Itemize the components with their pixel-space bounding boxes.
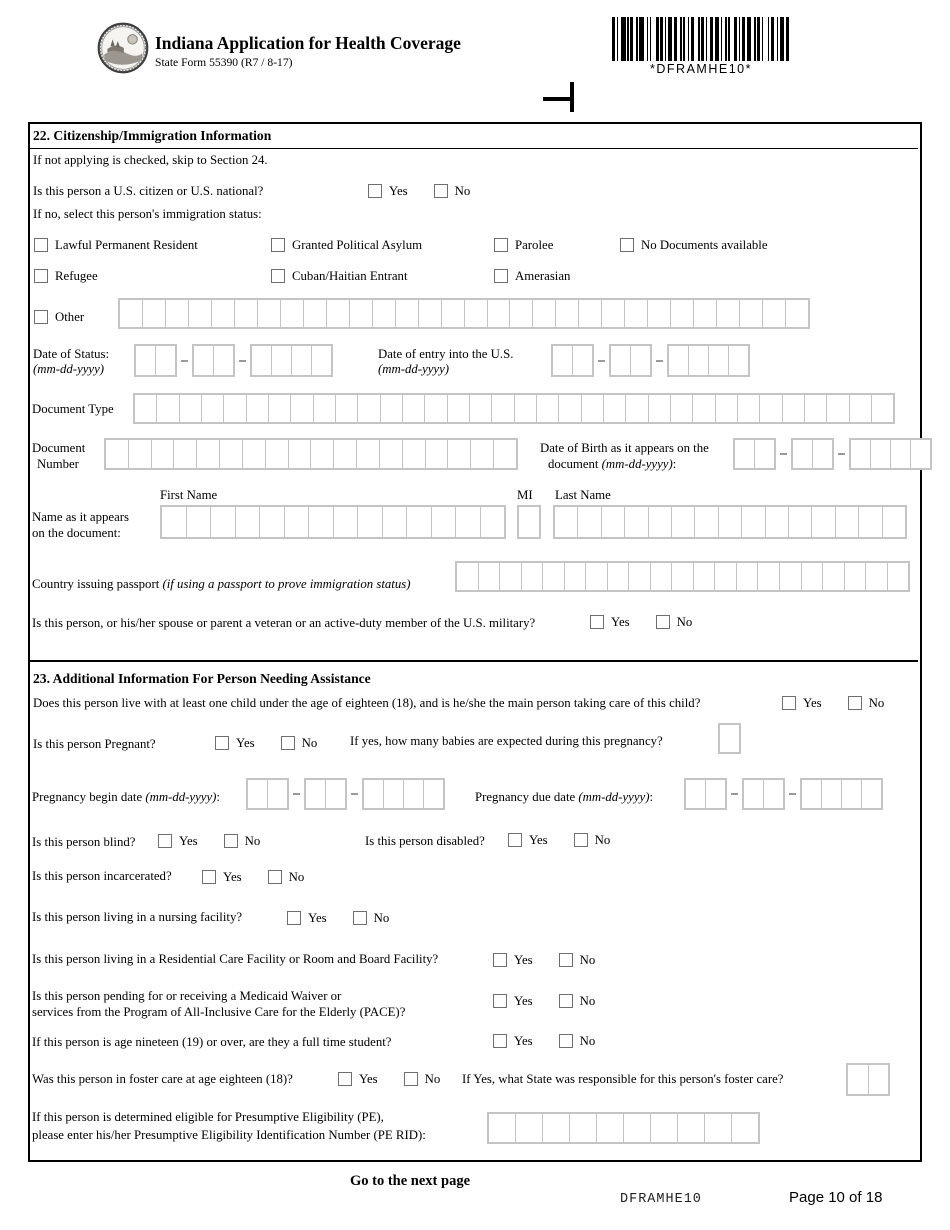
citizen-question: Is this person a U.S. citizen or U.S. national? — [33, 184, 264, 198]
refugee-checkbox[interactable] — [34, 269, 48, 283]
registration-mark-top — [543, 97, 572, 101]
child-no-checkbox[interactable] — [848, 696, 862, 710]
nursing-no-checkbox[interactable] — [353, 911, 367, 925]
option-label: Other — [55, 310, 85, 324]
pe-rid-input[interactable] — [487, 1112, 760, 1144]
no-label: No — [579, 953, 596, 967]
pregnant-question: Is this person Pregnant? — [33, 737, 156, 751]
yes-label: Yes — [514, 953, 533, 967]
page-title: Indiana Application for Health Coverage — [155, 33, 461, 53]
foster-state-question: If Yes, what State was responsible for this person's foster care? — [462, 1072, 784, 1086]
pace-question: services from the Program of All-Inclusive Care for the Elderly (PACE)? — [32, 1005, 406, 1019]
pe-question: please enter his/her Presumptive Eligibility Identification Number (PE RID): — [32, 1128, 426, 1142]
yes-label: Yes — [514, 994, 533, 1008]
option-label: Parolee — [515, 238, 554, 252]
option-label: Granted Political Asylum — [292, 238, 423, 252]
pregnant-yes-checkbox[interactable] — [215, 736, 229, 750]
passport-country-input[interactable] — [455, 561, 910, 592]
form-number: State Form 55390 (R7 / 8-17) — [155, 56, 293, 69]
yes-label: Yes — [611, 615, 630, 629]
pregnancy-begin-date-input[interactable] — [246, 778, 445, 810]
yes-label: Yes — [803, 696, 822, 710]
date-of-status-input[interactable] — [134, 344, 333, 377]
option-label: Cuban/Haitian Entrant — [292, 269, 408, 283]
first-name-label: First Name — [160, 488, 218, 502]
indiana-state-seal-logo — [97, 22, 149, 74]
status-prompt: If no, select this person's immigration status: — [33, 207, 262, 221]
barcode-text: *DFRAMHE10* — [650, 62, 752, 76]
yes-label: Yes — [223, 870, 242, 884]
disabled-question: Is this person disabled? — [365, 834, 485, 848]
no-label: No — [868, 696, 885, 710]
citizen-yn — [368, 184, 470, 199]
pregnancy-due-date-input[interactable] — [684, 778, 883, 810]
military-question: Is this person, or his/her spouse or parent a veteran or an active-duty member of the U.S. military? — [32, 616, 536, 630]
no-label: No — [373, 911, 390, 925]
disabled-yn — [508, 833, 610, 848]
disabled-yes-checkbox[interactable] — [508, 833, 522, 847]
student-no-checkbox[interactable] — [559, 1034, 573, 1048]
child-yes-checkbox[interactable] — [782, 696, 796, 710]
no-label: No — [424, 1072, 441, 1086]
nursing-yes-checkbox[interactable] — [287, 911, 301, 925]
date-of-status-label: Date of Status: — [33, 347, 110, 361]
child-yn — [782, 696, 884, 711]
pace-question: Is this person pending for or receiving a Medicaid Waiver or — [32, 989, 342, 1003]
yes-label: Yes — [389, 184, 408, 198]
child-question: Does this person live with at least one child under the age of eighteen (18), and is he/she the main person taking care of this child? — [33, 696, 701, 710]
yes-label: Yes — [514, 1034, 533, 1048]
dob-input[interactable] — [733, 438, 932, 470]
document-number-label: Number — [37, 457, 79, 471]
incarcerated-yes-checkbox[interactable] — [202, 870, 216, 884]
name-on-document-label: Name as it appears — [32, 510, 130, 524]
option-amerasian[interactable] — [494, 269, 570, 284]
cuban-haitian-checkbox[interactable] — [271, 269, 285, 283]
yes-label: Yes — [236, 736, 255, 750]
blind-no-checkbox[interactable] — [224, 834, 238, 848]
section22-header-underline — [30, 148, 918, 149]
pregnant-yn — [215, 736, 317, 751]
document-type-label: Document Type — [32, 402, 114, 416]
disabled-no-checkbox[interactable] — [574, 833, 588, 847]
last-name-input[interactable] — [553, 505, 907, 539]
pregnant-no-checkbox[interactable] — [281, 736, 295, 750]
date-format-label: (mm-dd-yyyy) — [33, 362, 105, 376]
yes-label: Yes — [179, 834, 198, 848]
no-label: No — [301, 736, 318, 750]
blind-yn — [158, 834, 260, 849]
registration-mark-top — [570, 82, 574, 112]
blind-question: Is this person blind? — [32, 835, 136, 849]
dob-label: document (mm-dd-yyyy): — [548, 457, 677, 471]
no-documents-checkbox[interactable] — [620, 238, 634, 252]
student-question: If this person is age nineteen (19) or over, are they a full time student? — [32, 1035, 392, 1049]
foster-question: Was this person in foster care at age eighteen (18)? — [32, 1072, 293, 1086]
first-name-input[interactable] — [160, 505, 506, 539]
foster-no-checkbox[interactable] — [404, 1072, 418, 1086]
foster-yn — [338, 1072, 440, 1087]
student-yes-checkbox[interactable] — [493, 1034, 507, 1048]
no-label: No — [454, 184, 471, 198]
foster-yes-checkbox[interactable] — [338, 1072, 352, 1086]
option-refugee[interactable] — [34, 269, 98, 284]
military-yn — [590, 615, 692, 630]
military-yes-checkbox[interactable] — [590, 615, 604, 629]
babies-question: If yes, how many babies are expected during this pregnancy? — [350, 734, 663, 748]
document-number-input[interactable] — [104, 438, 518, 470]
option-label: Refugee — [55, 269, 98, 283]
pace-yn — [493, 994, 595, 1009]
skip-note: If not applying is checked, skip to Section 24. — [33, 153, 268, 167]
pace-yes-checkbox[interactable] — [493, 994, 507, 1008]
passport-label: Country issuing passport (if using a passport to prove immigration status) — [32, 577, 411, 591]
babies-count-input[interactable] — [718, 723, 741, 754]
lpr-checkbox[interactable] — [34, 238, 48, 252]
page-number: Page 10 of 18 — [789, 1189, 883, 1206]
section23-title: 23. Additional Information For Person Needing Assistance — [33, 671, 371, 686]
yes-label: Yes — [308, 911, 327, 925]
option-label: Lawful Permanent Resident — [55, 238, 198, 252]
residential-no-checkbox[interactable] — [559, 953, 573, 967]
option-label: No Documents available — [641, 238, 768, 252]
section-divider — [30, 660, 918, 662]
option-granted-political-asylum[interactable] — [271, 238, 422, 253]
no-label: No — [676, 615, 693, 629]
amerasian-checkbox[interactable] — [494, 269, 508, 283]
residential-yn — [493, 953, 595, 968]
pace-no-checkbox[interactable] — [559, 994, 573, 1008]
incarcerated-question: Is this person incarcerated? — [32, 869, 172, 883]
other-checkbox[interactable] — [34, 310, 48, 324]
mi-input[interactable] — [517, 505, 541, 539]
option-lawful-permanent-resident[interactable] — [34, 238, 198, 253]
blind-yes-checkbox[interactable] — [158, 834, 172, 848]
no-label: No — [579, 1034, 596, 1048]
option-no-documents[interactable] — [620, 238, 768, 253]
pe-question: If this person is determined eligible for Presumptive Eligibility (PE), — [32, 1110, 384, 1124]
nursing-yn — [287, 911, 389, 926]
footer-doc-code: DFRAMHE10 — [620, 1192, 702, 1207]
yes-label: Yes — [359, 1072, 378, 1086]
next-page-instruction: Go to the next page — [350, 1173, 471, 1189]
incarcerated-no-checkbox[interactable] — [268, 870, 282, 884]
student-yn — [493, 1034, 595, 1049]
barcode — [612, 17, 790, 76]
document-number-label: Document — [32, 441, 86, 455]
asylum-checkbox[interactable] — [271, 238, 285, 252]
name-on-document-label: on the document: — [32, 526, 121, 540]
parolee-checkbox[interactable] — [494, 238, 508, 252]
no-label: No — [288, 870, 305, 884]
no-label: No — [579, 994, 596, 1008]
pregnancy-begin-label: Pregnancy begin date (mm-dd-yyyy): — [32, 790, 220, 804]
dob-label: Date of Birth as it appears on the — [540, 441, 709, 455]
option-cuban-haitian[interactable] — [271, 269, 408, 284]
incarcerated-yn — [202, 870, 304, 885]
section22-title: 22. Citizenship/Immigration Information — [33, 128, 272, 143]
option-other[interactable] — [34, 310, 84, 325]
last-name-label: Last Name — [555, 488, 611, 502]
date-format-label: (mm-dd-yyyy) — [378, 362, 450, 376]
nursing-question: Is this person living in a nursing facility? — [32, 910, 243, 924]
military-no-checkbox[interactable] — [656, 615, 670, 629]
option-label: Amerasian — [515, 269, 571, 283]
mi-label: MI — [517, 488, 533, 502]
document-type-input[interactable] — [133, 393, 895, 424]
residential-question: Is this person living in a Residential Care Facility or Room and Board Facility? — [32, 952, 439, 966]
date-of-entry-input[interactable] — [551, 344, 750, 377]
no-label: No — [594, 833, 611, 847]
date-of-entry-label: Date of entry into the U.S. — [378, 347, 514, 361]
option-parolee[interactable] — [494, 238, 553, 253]
residential-yes-checkbox[interactable] — [493, 953, 507, 967]
yes-label: Yes — [529, 833, 548, 847]
pregnancy-due-label: Pregnancy due date (mm-dd-yyyy): — [475, 790, 654, 804]
citizen-no-checkbox[interactable] — [434, 184, 448, 198]
other-status-input[interactable] — [118, 298, 810, 329]
barcode-bars-icon — [612, 17, 790, 61]
no-label: No — [244, 834, 261, 848]
citizen-yes-checkbox[interactable] — [368, 184, 382, 198]
foster-state-input[interactable] — [846, 1063, 890, 1096]
